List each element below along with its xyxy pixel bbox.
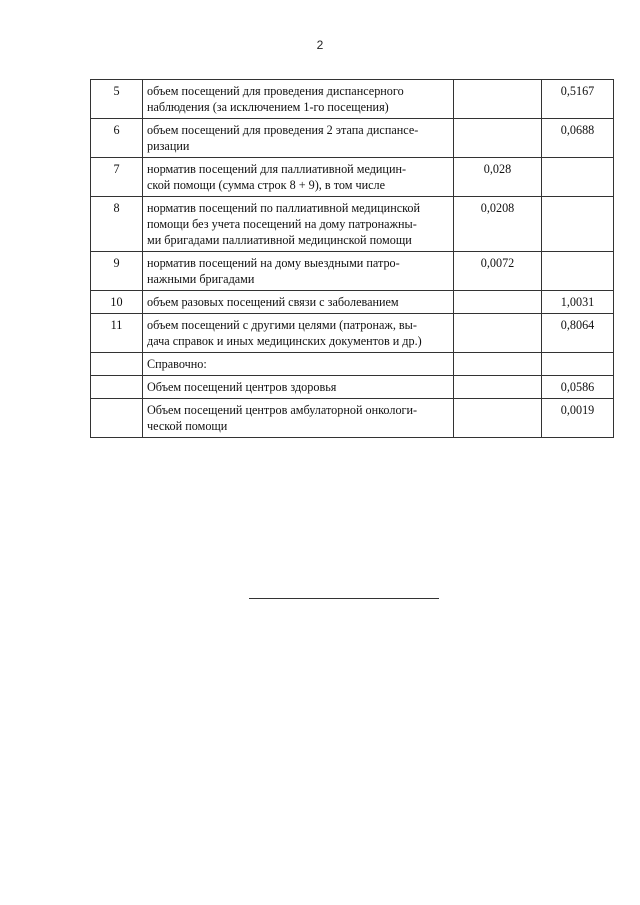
value-cell-1 bbox=[454, 376, 542, 399]
value-cell-2 bbox=[542, 353, 614, 376]
description-line: норматив посещений по паллиативной медицинской bbox=[147, 201, 421, 215]
page-number: 2 bbox=[316, 38, 324, 52]
value-cell-2 bbox=[542, 197, 614, 252]
value-cell-1: 0,028 bbox=[454, 158, 542, 197]
description-line: норматив посещений для паллиативной медицин- bbox=[147, 162, 407, 176]
row-number-cell: 10 bbox=[91, 291, 143, 314]
description-cell bbox=[143, 252, 454, 291]
row-number-cell: 7 bbox=[91, 158, 143, 197]
value-cell-1 bbox=[454, 399, 542, 438]
row-number-cell bbox=[91, 353, 143, 376]
table-row bbox=[91, 252, 614, 291]
description-cell bbox=[143, 376, 454, 399]
value-cell-2: 0,5167 bbox=[542, 80, 614, 119]
table-row bbox=[91, 376, 614, 399]
row-number-cell: 6 bbox=[91, 119, 143, 158]
description-line: объем посещений с другими целями (патронаж, вы- bbox=[147, 318, 417, 332]
description-cell bbox=[143, 314, 454, 353]
value-cell-1 bbox=[454, 80, 542, 119]
description-cell bbox=[143, 119, 454, 158]
description-line: ческой помощи bbox=[147, 419, 228, 433]
description-line: нажными бригадами bbox=[147, 272, 255, 286]
table-row bbox=[91, 197, 614, 252]
value-cell-1 bbox=[454, 291, 542, 314]
row-number-cell: 11 bbox=[91, 314, 143, 353]
description-cell bbox=[143, 80, 454, 119]
description-line: ми бригадами паллиативной медицинской помощи bbox=[147, 233, 412, 247]
value-cell-1: 0,0208 bbox=[454, 197, 542, 252]
table-row bbox=[91, 119, 614, 158]
norms-table bbox=[90, 79, 614, 438]
description-line: объем посещений для проведения диспансерного bbox=[147, 84, 404, 98]
table-row bbox=[91, 314, 614, 353]
value-cell-1: 0,0072 bbox=[454, 252, 542, 291]
description-line: помощи без учета посещений на дому патронажны- bbox=[147, 217, 417, 231]
value-cell-2: 0,8064 bbox=[542, 314, 614, 353]
description-line: ской помощи (сумма строк 8 + 9), в том числе bbox=[147, 178, 386, 192]
table-row bbox=[91, 291, 614, 314]
description-line: Объем посещений центров амбулаторной онкологи- bbox=[147, 403, 418, 417]
value-cell-2: 0,0688 bbox=[542, 119, 614, 158]
table-row bbox=[91, 158, 614, 197]
table-row bbox=[91, 80, 614, 119]
description-cell bbox=[143, 353, 454, 376]
row-number-cell: 9 bbox=[91, 252, 143, 291]
description-line: объем посещений для проведения 2 этапа диспансе- bbox=[147, 123, 419, 137]
description-cell bbox=[143, 197, 454, 252]
description-line: ризации bbox=[147, 139, 190, 153]
table-row bbox=[91, 399, 614, 438]
description-line: объем разовых посещений связи с заболеванием bbox=[147, 295, 399, 309]
description-cell bbox=[143, 291, 454, 314]
signature-line bbox=[249, 598, 439, 599]
description-line: норматив посещений на дому выездными патро- bbox=[147, 256, 400, 270]
value-cell-2: 1,0031 bbox=[542, 291, 614, 314]
description-cell bbox=[143, 399, 454, 438]
row-number-cell: 8 bbox=[91, 197, 143, 252]
value-cell-2: 0,0019 bbox=[542, 399, 614, 438]
value-cell-2 bbox=[542, 252, 614, 291]
description-line: Справочно: bbox=[147, 357, 207, 371]
value-cell-1 bbox=[454, 314, 542, 353]
row-number-cell: 5 bbox=[91, 80, 143, 119]
value-cell-2 bbox=[542, 158, 614, 197]
description-cell bbox=[143, 158, 454, 197]
row-number-cell bbox=[91, 399, 143, 438]
value-cell-1 bbox=[454, 353, 542, 376]
row-number-cell bbox=[91, 376, 143, 399]
description-line: Объем посещений центров здоровья bbox=[147, 380, 337, 394]
value-cell-1 bbox=[454, 119, 542, 158]
table-body bbox=[91, 80, 614, 438]
table-row bbox=[91, 353, 614, 376]
value-cell-2: 0,0586 bbox=[542, 376, 614, 399]
description-line: наблюдения (за исключением 1-го посещения) bbox=[147, 100, 389, 114]
description-line: дача справок и иных медицинских документов и др.) bbox=[147, 334, 422, 348]
